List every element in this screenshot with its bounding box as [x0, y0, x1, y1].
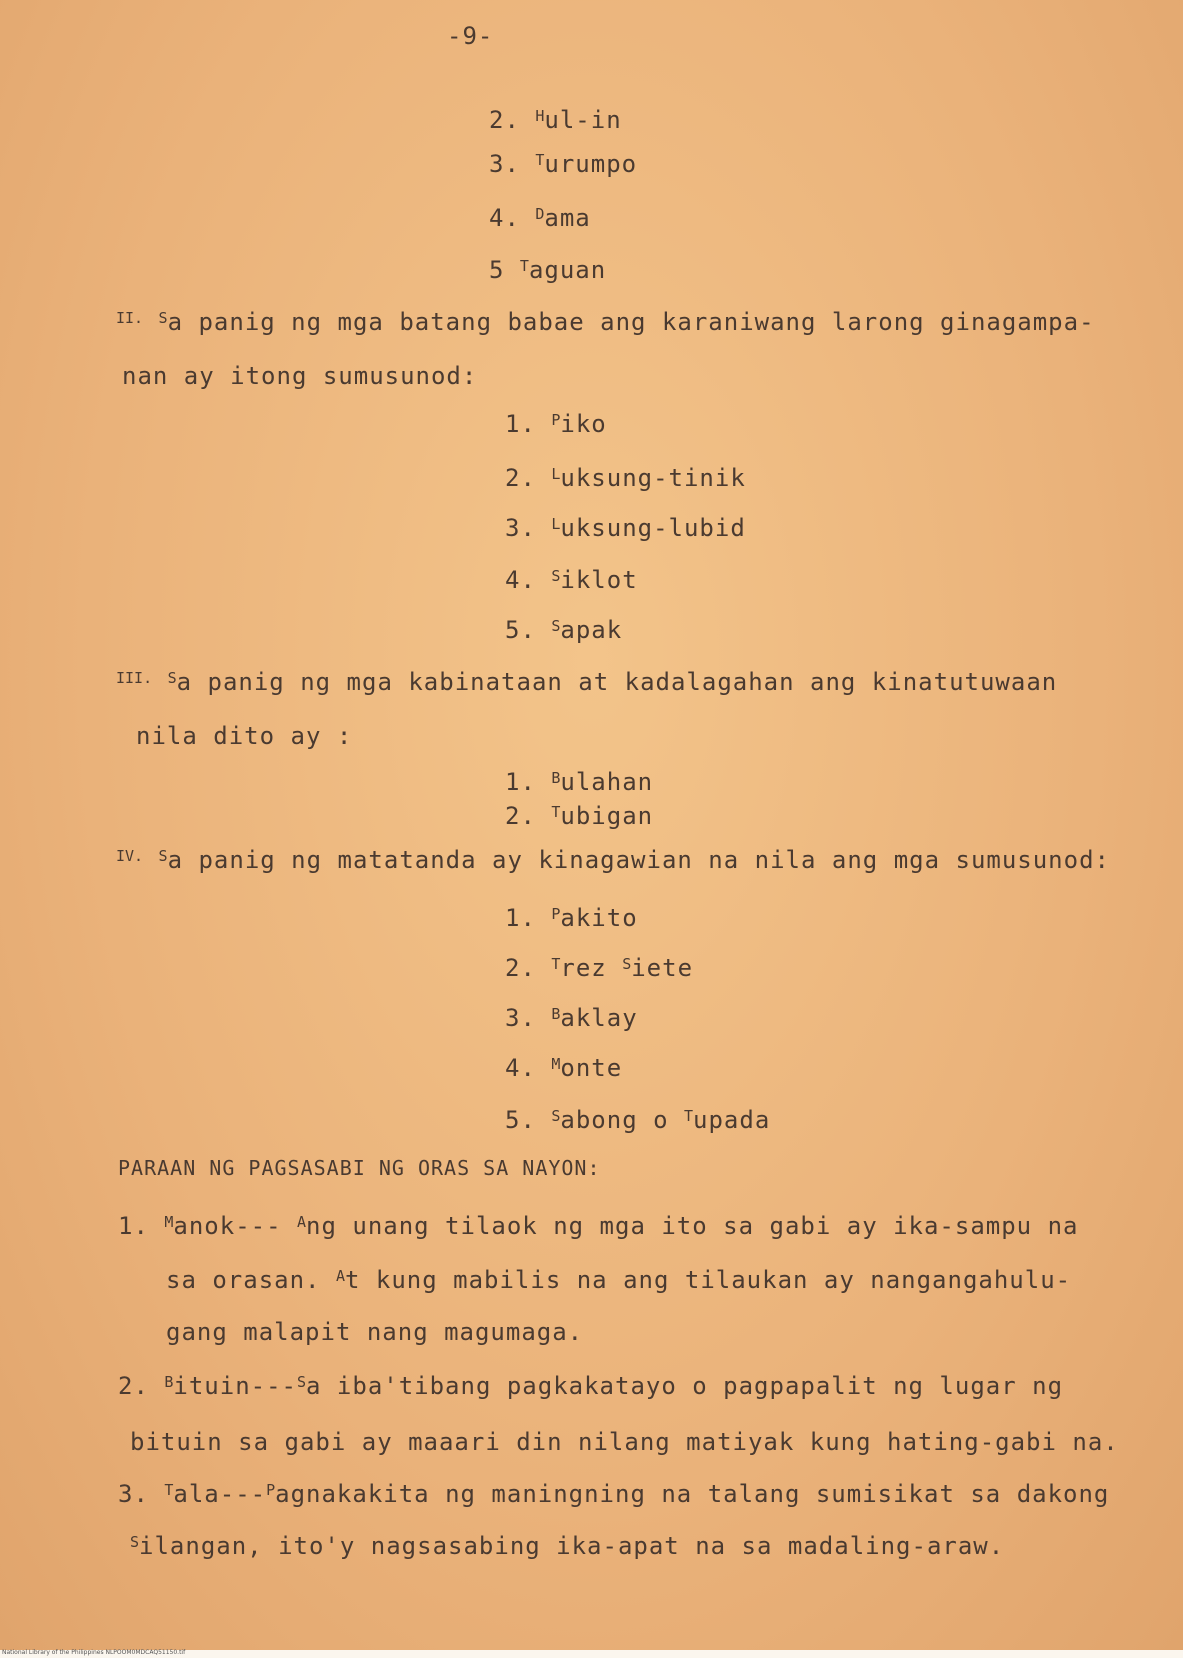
list-item: 1. $^B$ulahan	[505, 768, 654, 796]
paragraph-3-line-1: 3. $^T$ala---$^P$agnakakita ng maningning na talang sumisikat sa dakong	[118, 1480, 1110, 1508]
paragraph-1-line-3: gang malapit nang magumaga.	[166, 1318, 584, 1346]
section-ii-line-2: nan ay itong sumusunod:	[122, 362, 478, 390]
section-iv-line-1: $^{IV.}$ $^S$a panig ng matatanda ay kinagawian na nila ang mga sumusunod:	[116, 846, 1110, 874]
paragraph-1-line-1: 1. $^M$anok--- $^A$ng unang tilaok ng mga ito sa gabi ay ika-sampu na	[118, 1212, 1079, 1240]
list-item: 3. $^B$aklay	[505, 1004, 638, 1032]
list-item: 5. $^S$apak	[505, 616, 623, 644]
list-item: 2. $^T$ubigan	[505, 802, 654, 830]
section-iii-line-1: $^{III.}$ $^S$a panig ng mga kabinataan at kadalagahan ang kinatutuwaan	[116, 668, 1058, 696]
scan-footer-label: National Library of the Philippines NLPOOM0MDCAQ51150.tif	[2, 1649, 186, 1656]
list-item: 5. $^S$abong o $^T$upada	[505, 1106, 771, 1134]
list-item: 1. $^P$iko	[505, 410, 607, 438]
section-ii-line-1: $^{II.}$ $^S$a panig ng mga batang babae ang karaniwang larong ginagampa-	[116, 308, 1095, 336]
section-heading: PARAAN NG PAGSASABI NG ORAS SA NAYON:	[118, 1156, 601, 1180]
paragraph-2-line-2: bituin sa gabi ay maaari din nilang matiyak kung hating-gabi na.	[130, 1428, 1119, 1456]
list-item: 2. $^L$uksung-tinik	[505, 464, 746, 492]
paragraph-2-line-1: 2. $^B$ituin---$^S$a iba'tibang pagkakatayo o pagpapalit ng lugar ng	[118, 1372, 1064, 1400]
section-iii-line-2: nila dito ay :	[136, 722, 353, 750]
list-item: 5 $^T$aguan	[489, 256, 607, 284]
list-item: 3. $^T$urumpo	[489, 150, 638, 178]
list-item: 2. $^T$rez $^S$iete	[505, 954, 694, 982]
page-number: -9-	[447, 22, 494, 50]
list-item: 3. $^L$uksung-lubid	[505, 514, 746, 542]
list-item: 4. $^M$onte	[505, 1054, 623, 1082]
paragraph-3-line-2: $^S$ilangan, ito'y nagsasabing ika-apat na sa madaling-araw.	[130, 1532, 1005, 1560]
list-item: 1. $^P$akito	[505, 904, 638, 932]
list-item: 4. $^S$iklot	[505, 566, 638, 594]
list-item: 4. $^D$ama	[489, 204, 591, 232]
list-item: 2. $^H$ul-in	[489, 106, 622, 134]
paragraph-1-line-2: sa orasan. $^A$t kung mabilis na ang tilaukan ay nangangahulu-	[166, 1266, 1072, 1294]
